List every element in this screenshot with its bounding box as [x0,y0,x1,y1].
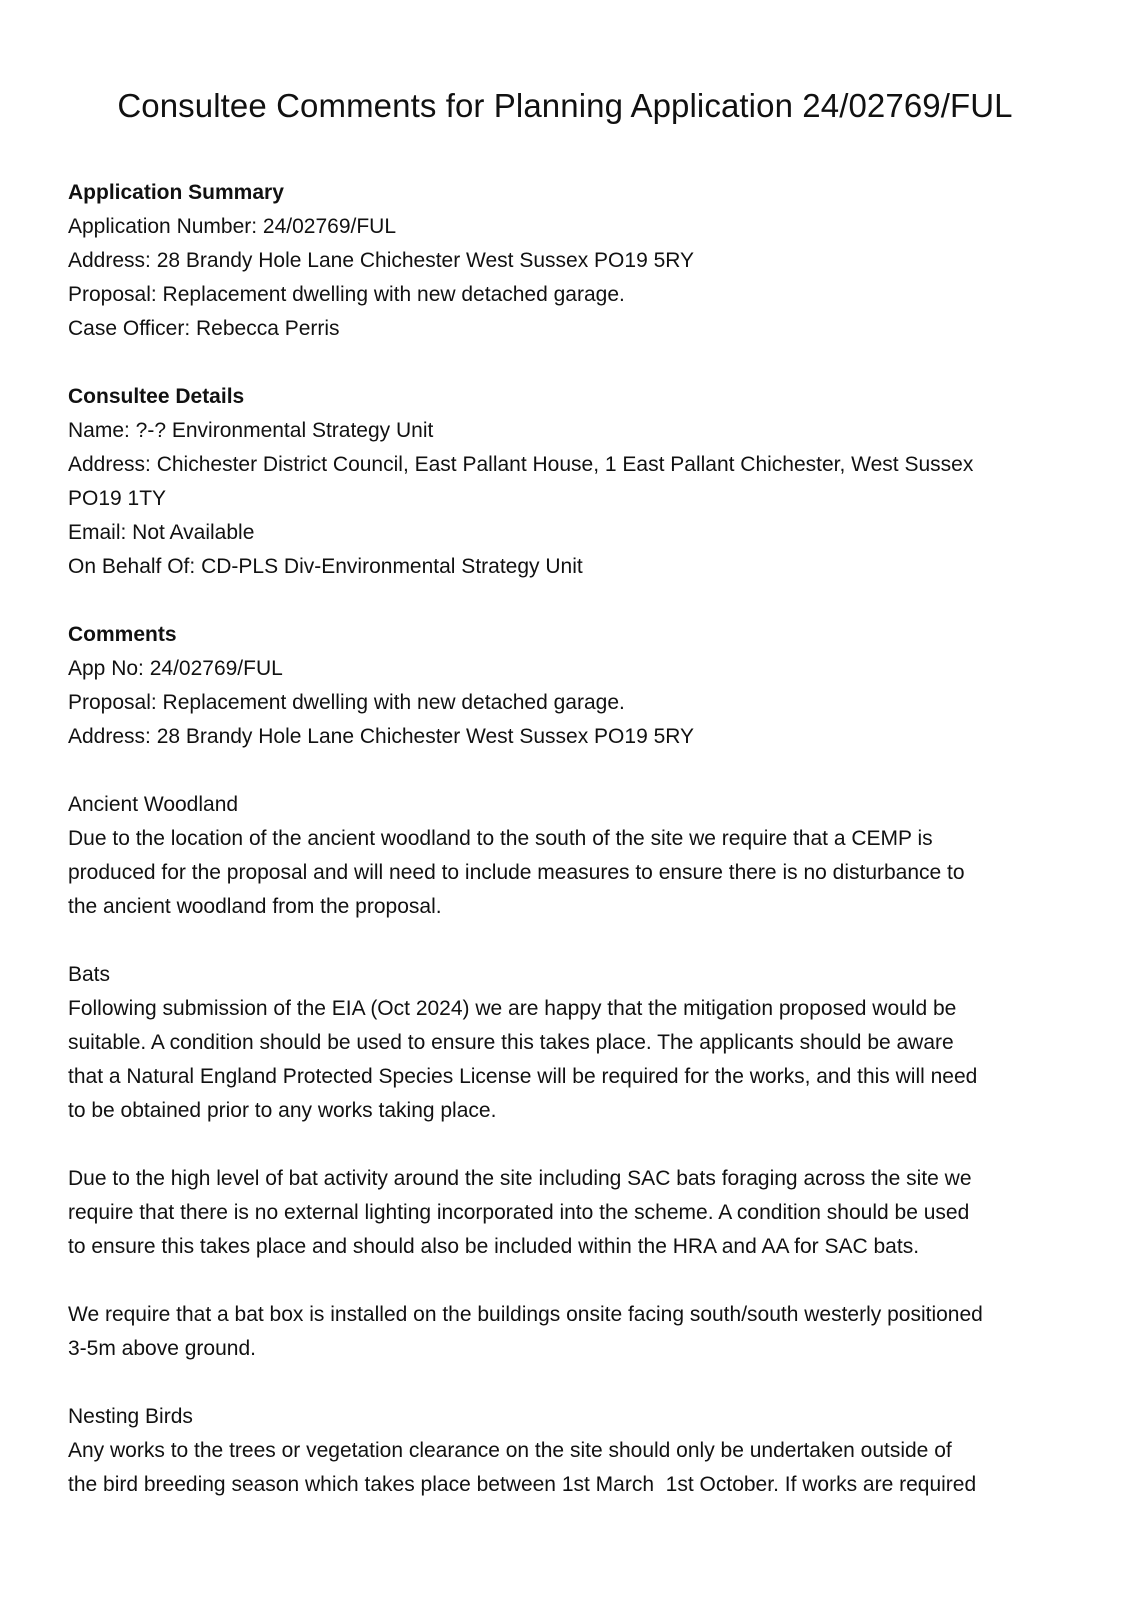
ancient-woodland-line: the ancient woodland from the proposal. [68,895,442,918]
comments-proposal: Proposal: Replacement dwelling with new detached garage. [68,691,625,714]
ancient-woodland-line: Due to the location of the ancient woodland to the south of the site we require that a CEMP is [68,827,933,850]
application-number: Application Number: 24/02769/FUL [68,215,397,238]
consultee-address-line2: PO19 1TY [68,487,167,510]
bats-paragraph1-line: that a Natural England Protected Species License will be required for the works, and this will need [68,1065,978,1088]
spacer [68,1264,1062,1298]
bats-paragraph2-line: require that there is no external lighting incorporated into the scheme. A condition should be used [68,1201,970,1224]
nesting-birds-line: Any works to the trees or vegetation clearance on the site should only be undertaken outside of [68,1439,952,1462]
nesting-birds-line: the bird breeding season which takes place between 1st March 1st October. If works are required [68,1473,977,1496]
document-body [68,176,1062,1502]
application-summary-heading: Application Summary [68,181,284,204]
consultee-on-behalf-of: On Behalf Of: CD-PLS Div-Environmental Strategy Unit [68,555,583,578]
comments-heading: Comments [68,623,177,646]
spacer [68,346,1062,380]
bats-paragraph2-line: to ensure this takes place and should also be included within the HRA and AA for SAC bats. [68,1235,920,1258]
application-address: Address: 28 Brandy Hole Lane Chichester West Sussex PO19 5RY [68,249,695,272]
bats-paragraph1-line: Following submission of the EIA (Oct 2024) we are happy that the mitigation proposed would be [68,997,957,1020]
bats-paragraph3-line: We require that a bat box is installed on the buildings onsite facing south/south westerly positioned [68,1303,983,1326]
spacer [68,924,1062,958]
case-officer: Case Officer: Rebecca Perris [68,317,340,340]
comments-section [68,618,1062,1502]
ancient-woodland-line: produced for the proposal and will need to include measures to ensure there is no disturbance to [68,861,965,884]
spacer [68,1366,1062,1400]
application-proposal: Proposal: Replacement dwelling with new detached garage. [68,283,625,306]
consultee-details-section [68,380,1062,584]
page-title: Consultee Comments for Planning Application 24/02769/FUL [117,87,1013,124]
consultee-details-heading: Consultee Details [68,385,245,408]
spacer [68,1128,1062,1162]
spacer [68,584,1062,618]
bats-heading: Bats [68,963,111,986]
bats-paragraph1-line: to be obtained prior to any works taking place. [68,1099,497,1122]
spacer [68,754,1062,788]
bats-paragraph2-line: Due to the high level of bat activity around the site including SAC bats foraging across the site we [68,1167,972,1190]
consultee-email: Email: Not Available [68,521,255,544]
consultee-address-line1: Address: Chichester District Council, East Pallant House, 1 East Pallant Chichester, West Sussex [68,453,974,476]
bats-paragraph3-line: 3-5m above ground. [68,1337,256,1360]
comments-address: Address: 28 Brandy Hole Lane Chichester West Sussex PO19 5RY [68,725,695,748]
bats-paragraph1-line: suitable. A condition should be used to ensure this takes place. The applicants should be aware [68,1031,954,1054]
ancient-woodland-heading: Ancient Woodland [68,793,239,816]
comments-app-no: App No: 24/02769/FUL [68,657,283,680]
consultee-name: Name: ?-? Environmental Strategy Unit [68,419,434,442]
application-summary-section [68,176,1062,346]
nesting-birds-heading: Nesting Birds [68,1405,193,1428]
